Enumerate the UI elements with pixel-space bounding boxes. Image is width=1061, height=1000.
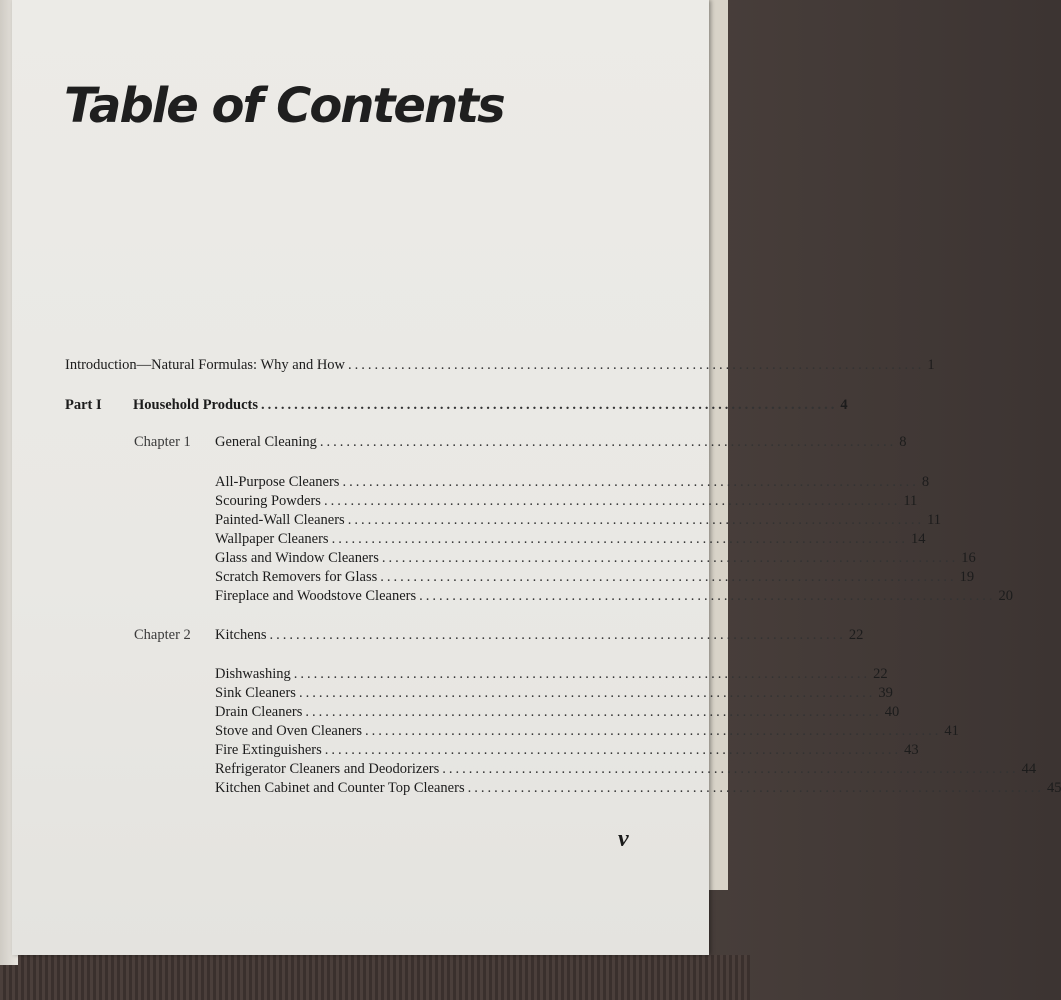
toc-entry-label: All-Purpose Cleaners xyxy=(215,474,340,490)
toc-entry-label: Fireplace and Woodstove Cleaners xyxy=(215,588,417,604)
toc-entry-label: Kitchen Cabinet and Counter Top Cleaners xyxy=(215,780,465,796)
toc-entry-page: 19 xyxy=(959,569,975,585)
toc-entry-page: 22 xyxy=(873,666,888,682)
dot-leader: ....................................................................................... xyxy=(323,493,901,509)
toc-entry-label: Stove and Oven Cleaners xyxy=(215,723,362,739)
toc-entry-introduction xyxy=(65,357,935,377)
toc-entry-label: Fire Extinguishers xyxy=(215,742,322,758)
dot-leader: ....................................................................................... xyxy=(348,357,925,373)
toc-entry-page: 41 xyxy=(944,723,959,739)
part-label: Part I xyxy=(65,397,102,413)
toc-entry-label: Refrigerator Cleaners and Deodorizers xyxy=(215,761,440,777)
dot-leader: ....................................................................................... xyxy=(364,723,942,739)
toc-entry-page: 45 xyxy=(1046,780,1061,796)
toc-entry-page: 1 xyxy=(927,357,935,373)
toc-subentry xyxy=(215,761,1037,781)
toc-subentry xyxy=(215,588,1013,608)
toc-subentry xyxy=(215,512,942,532)
toc-entry-label: General Cleaning xyxy=(215,434,317,450)
toc-entry-page: 8 xyxy=(899,434,907,450)
page-title: Table of Contents xyxy=(64,78,504,134)
toc-entry-part-1 xyxy=(133,397,848,417)
toc-entry-label: Sink Cleaners xyxy=(215,685,296,701)
page-number: v xyxy=(618,826,629,852)
toc-subentry xyxy=(215,569,975,589)
toc-subentry xyxy=(215,780,1061,800)
carpet-background xyxy=(0,955,750,1000)
toc-subentry xyxy=(215,723,959,743)
dot-leader: ....................................................................................... xyxy=(331,531,908,547)
toc-entry-chapter-1 xyxy=(215,434,907,454)
toc-entry-label: Introduction—Natural Formulas: Why and How xyxy=(65,357,346,373)
toc-entry-page: 4 xyxy=(840,397,848,413)
chapter-label: Chapter 1 xyxy=(134,434,191,450)
toc-entry-label: Dishwashing xyxy=(215,666,291,682)
toc-entry-page: 43 xyxy=(904,742,919,758)
toc-entry-page: 11 xyxy=(927,512,942,528)
dot-leader: ....................................................................................... xyxy=(319,434,897,450)
toc-entry-label: Scouring Powders xyxy=(215,493,321,509)
dot-leader: ....................................................................................... xyxy=(467,780,1044,796)
toc-entry-page: 44 xyxy=(1021,761,1037,777)
dot-leader: ....................................................................................... xyxy=(269,627,846,643)
toc-entry-label: Glass and Window Cleaners xyxy=(215,550,379,566)
toc-entry-page: 16 xyxy=(961,550,976,566)
dot-leader: ....................................................................................... xyxy=(305,704,882,720)
toc-entry-label: Scratch Removers for Glass xyxy=(215,569,378,585)
toc-subentry xyxy=(215,685,893,705)
dot-leader: ....................................................................................... xyxy=(419,588,996,604)
dot-leader: ....................................................................................... xyxy=(381,550,959,566)
toc-entry-page: 11 xyxy=(903,493,918,509)
toc-entry-page: 22 xyxy=(848,627,864,643)
toc-subentry xyxy=(215,474,930,494)
dot-leader: ....................................................................................... xyxy=(442,761,1019,777)
toc-subentry xyxy=(215,666,888,686)
toc-entry-label: Household Products xyxy=(133,397,259,413)
toc-subentry xyxy=(215,550,976,570)
chapter-label: Chapter 2 xyxy=(134,627,191,643)
dot-leader: ....................................................................................... xyxy=(261,397,838,413)
book-page xyxy=(12,0,1061,955)
toc-subentry xyxy=(215,531,926,551)
dot-leader: ....................................................................................... xyxy=(293,666,871,682)
toc-entry-label: Drain Cleaners xyxy=(215,704,303,720)
toc-entry-label: Kitchens xyxy=(215,627,267,643)
toc-entry-page: 14 xyxy=(910,531,926,547)
dot-leader: ....................................................................................... xyxy=(342,474,919,490)
dot-leader: ....................................................................................... xyxy=(298,685,876,701)
toc-entry-label: Painted-Wall Cleaners xyxy=(215,512,345,528)
toc-entry-page: 40 xyxy=(884,704,900,720)
toc-subentry xyxy=(215,493,918,513)
toc-entry-page: 39 xyxy=(878,685,893,701)
toc-subentry xyxy=(215,742,919,762)
toc-entry-page: 20 xyxy=(998,588,1013,604)
toc-entry-page: 8 xyxy=(921,474,930,490)
dot-leader: ....................................................................................... xyxy=(380,569,957,585)
dot-leader: ....................................................................................... xyxy=(324,742,902,758)
toc-entry-chapter-2 xyxy=(215,627,864,647)
toc-subentry xyxy=(215,704,900,724)
toc-entry-label: Wallpaper Cleaners xyxy=(215,531,329,547)
dot-leader: ....................................................................................... xyxy=(347,512,925,528)
